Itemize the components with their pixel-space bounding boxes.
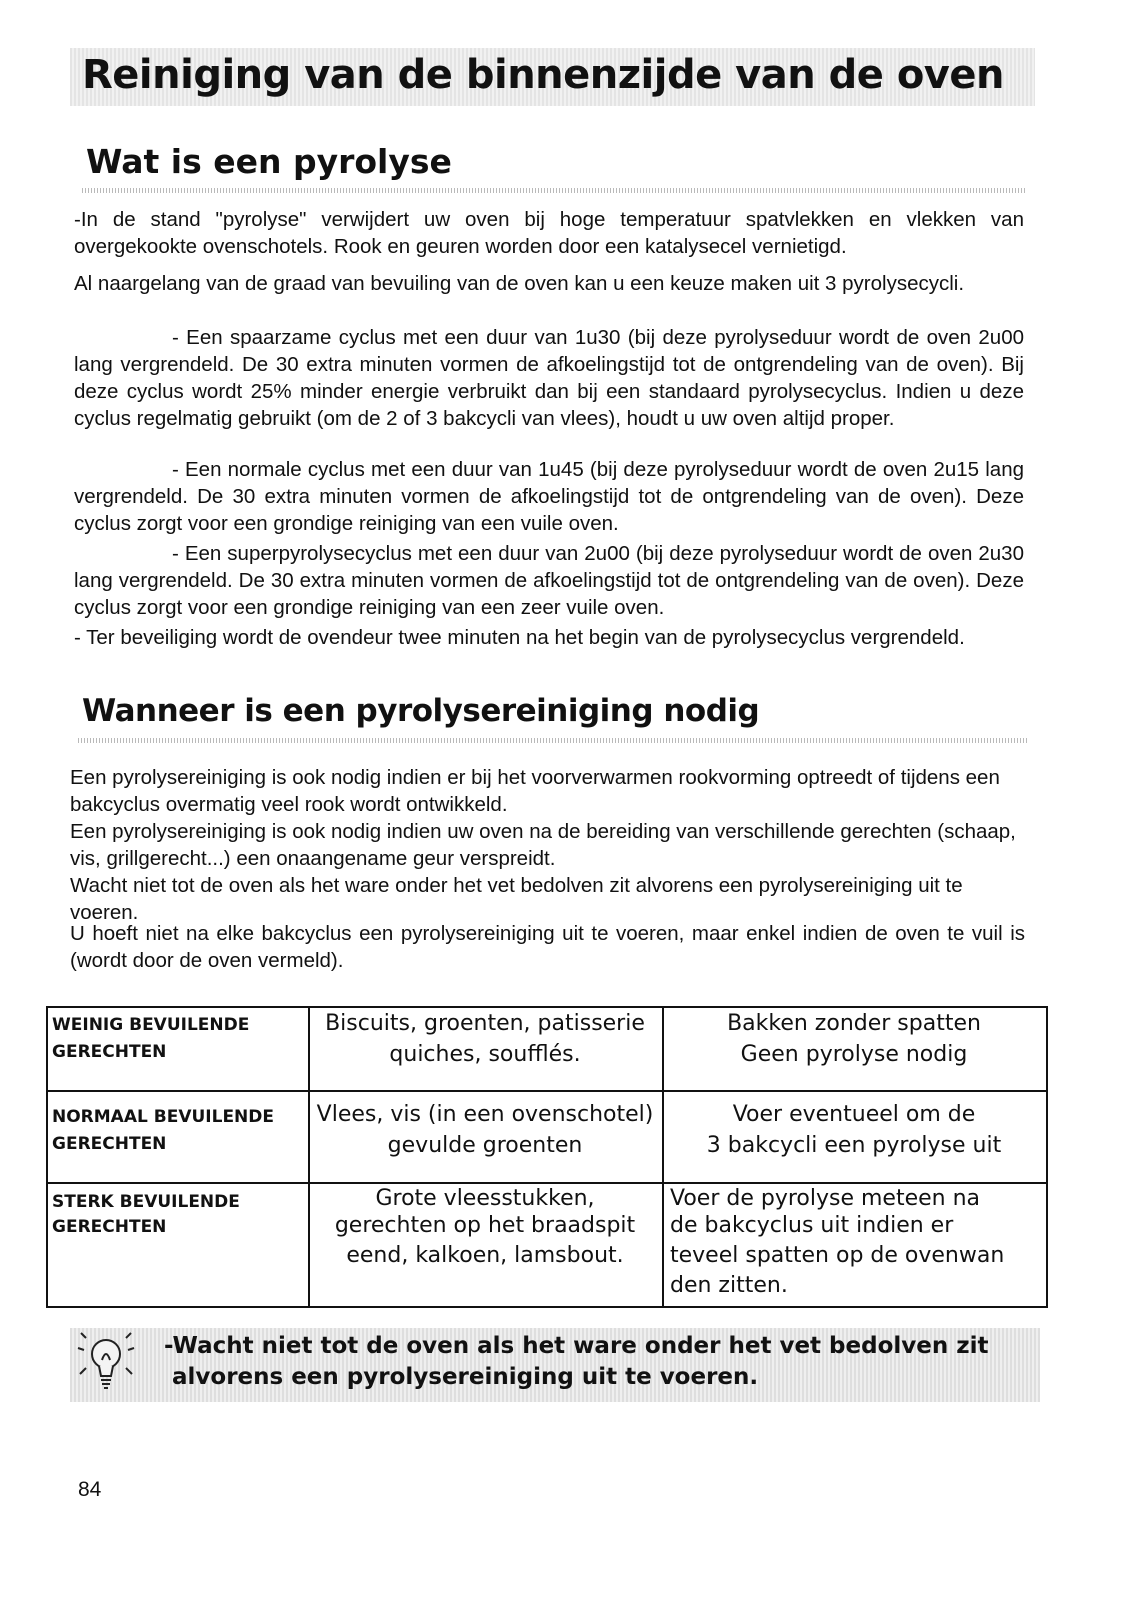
- table-cell-advice: den zitten.: [670, 1273, 788, 1298]
- table-category: STERK BEVUILENDE: [52, 1192, 240, 1212]
- soiling-table: [46, 1006, 1048, 1308]
- table-cell-advice: de bakcyclus uit indien er: [670, 1213, 954, 1238]
- page-title: Reiniging van de binnenzijde van de oven: [82, 52, 1004, 98]
- table-category: NORMAAL BEVUILENDE: [52, 1107, 275, 1127]
- table-cell-advice: Voer eventueel om de: [732, 1102, 976, 1127]
- table-cell-dishes: Vlees, vis (in een ovenschotel): [316, 1102, 654, 1127]
- table-cell-dishes: eend, kalkoen, lamsbout.: [346, 1243, 624, 1268]
- table-category: GERECHTEN: [52, 1217, 167, 1237]
- table-cell-advice: Bakken zonder spatten: [727, 1011, 981, 1036]
- section-heading-when-needed: Wanneer is een pyrolysereiniging nodig: [82, 693, 760, 729]
- lightbulb-icon: [74, 1330, 138, 1404]
- table-cell-advice: Geen pyrolyse nodig: [740, 1042, 968, 1067]
- paragraph-eco-cycle: - Een spaarzame cyclus met een duur van 1u30 (bij deze pyrolyseduur wordt de oven 2u00 lang vergrendeld. De 30 extra minuten vormen de afkoelingstijd tot de ontgrendeling van de oven). Bij deze cyclus wordt 25% minder energie verbruikt dan bij een standaard pyrolysecyclus. Indien u deze cyclus regelmatig gebruikt (om de 2 of 3 bakcycli van vlees), houdt u uw oven altijd proper.: [74, 326, 1024, 430]
- tip-line: alvorens een pyrolysereiniging uit te voeren.: [172, 1364, 759, 1390]
- table-category: GERECHTEN: [52, 1042, 167, 1062]
- paragraph-safety: - Ter beveiliging wordt de ovendeur twee minuten na het begin van de pyrolysecyclus vergrendeld.: [74, 626, 965, 649]
- paragraph: Wacht niet tot de oven als het ware onder het vet bedolven zit alvorens een pyrolysereiniging uit te voeren.: [70, 874, 963, 924]
- paragraph-normal-cycle: - Een normale cyclus met een duur van 1u45 (bij deze pyrolyseduur wordt de oven 2u15 lang vergrendeld. De 30 extra minuten vormen de afkoelingstijd tot de ontgrendeling van de oven). Deze cyclus zorgt voor een grondige reiniging van een vuile oven.: [74, 458, 1024, 535]
- paragraph: U hoeft niet na elke bakcyclus een pyrolysereiniging uit te voeren, maar enkel indien de oven te vuil is (wordt door de oven vermeld).: [70, 922, 1025, 972]
- heading-underline: [78, 738, 1028, 743]
- table-category: GERECHTEN: [52, 1134, 167, 1154]
- heading-underline: [82, 188, 1027, 193]
- table-cell-dishes: quiches, soufflés.: [389, 1042, 581, 1067]
- table-cell-advice: 3 bakcycli een pyrolyse uit: [706, 1133, 1002, 1158]
- paragraph-super-cycle: - Een superpyrolysecyclus met een duur van 2u00 (bij deze pyrolyseduur wordt de oven 2u30 lang vergrendeld. De 30 extra minuten vormen de afkoelingstijd tot de ontgrendeling van de oven). Deze cyclus zorgt voor een grondige reiniging van een zeer vuile oven.: [74, 542, 1024, 619]
- paragraph: Al naargelang van de graad van bevuiling van de oven kan u een keuze maken uit 3 pyrolysecycli.: [74, 272, 965, 295]
- section-heading-what-is-pyrolysis: Wat is een pyrolyse: [86, 142, 452, 181]
- tip-line: -Wacht niet tot de oven als het ware onder het vet bedolven zit: [164, 1333, 989, 1359]
- table-category: WEINIG BEVUILENDE: [52, 1015, 250, 1035]
- table-cell-advice: Voer de pyrolyse meteen na: [670, 1186, 981, 1211]
- table-cell-dishes: gerechten op het braadspit: [334, 1213, 636, 1238]
- paragraph: Een pyrolysereiniging is ook nodig indien er bij het voorverwarmen rookvorming optreedt of tijdens een bakcyclus overmatig veel rook wordt ontwikkeld.: [70, 766, 1000, 816]
- paragraph: Een pyrolysereiniging is ook nodig indien uw oven na de bereiding van verschillende gerechten (schaap, vis, grillgerecht...) een onaangename geur verspreidt.: [70, 820, 1016, 870]
- table-cell-advice: teveel spatten op de ovenwan: [670, 1243, 1005, 1268]
- table-cell-dishes: Grote vleesstukken,: [375, 1186, 595, 1211]
- table-cell-dishes: gevulde groenten: [387, 1133, 583, 1158]
- table-cell-dishes: Biscuits, groenten, patisserie: [325, 1011, 645, 1036]
- page-number: 84: [78, 1478, 102, 1501]
- table-row-divider: [48, 1090, 1046, 1092]
- paragraph: -In de stand "pyrolyse" verwijdert uw oven bij hoge temperatuur spatvlekken en vlekken van overgekookte ovenschotels. Rook en geuren worden door een katalysecel vernietigd.: [74, 208, 1024, 258]
